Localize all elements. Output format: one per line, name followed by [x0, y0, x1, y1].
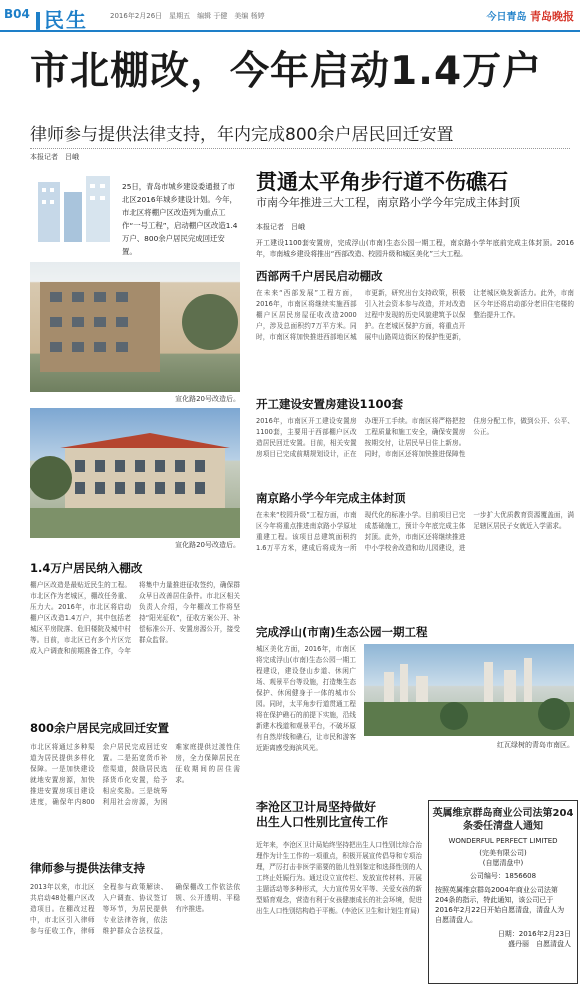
city-graphic — [30, 172, 116, 244]
brand-logo: 青岛晚报 — [530, 10, 574, 23]
section-heading: 李沧区卫计局坚持做好 出生人口性别比宣传工作 — [256, 800, 389, 829]
photo-building-2 — [30, 408, 240, 538]
section-body: 城区美化方面，2016年，市南区将完成浮山(市南)生态公园一期工程建设，建设登山步道、休闲广场、观景平台等设施，打造集生态保护、休闲健身于一体的城市公园。同时，太平角步行道贯通工程将在保护礁石的前提下实施，沿线新建木栈道和观景平台，不破坏原有自然岸线和礁石，让市民和游客近距离感受海滨风光。 — [256, 645, 356, 752]
notice-body: 按照英属维京群岛2004年商业公司法第204条的指示，特此通知，该公司已于2016年2月22日开始自愿清盘，清盘人为自愿清盘人。 — [435, 886, 565, 924]
notice-company-cn: (完美有限公司) — [479, 849, 527, 857]
page-number: B04 — [4, 7, 30, 21]
building-photo-icon — [30, 408, 240, 538]
section-body: 棚户区改造是最贴近民生的工程。市北区作为老城区，棚改任务重、压力大。2016年，市北区将启动棚户区改造1.4万户，其中包括老城区平房院落、危旧楼院及城中村等。目前，市北区已有多个片区完成入户调查和前期准备工作，今年将集中力量推进征收签约，确保群众早日改善居住条件。市北区相关负责人介绍，今年棚改工作将坚持“阳光征收”，征收方案公开、补偿标准公开、安置房源公开，接受群众监督。 — [30, 581, 240, 655]
section-label: 民生 — [44, 8, 88, 32]
brand — [487, 8, 574, 24]
brand-prefix: 今日青岛 — [486, 12, 527, 23]
notice-reg-no: 公司编号：1856608 — [469, 872, 537, 880]
section-body: 市北区将通过多种渠道为居民提供多样化保障。一是加快建设就地安置房源，加快推进安置房项目建设进度，确保年内800余户居民完成回迁安置。二是拓宽货币补偿渠道，鼓励居民选择货币化安置，给予相应奖励。三是统筹利用社会房源，为困难家庭提供过渡性住房，全力保障居民在征收期间的居住需求。 — [30, 743, 240, 806]
section-heading: 南京路小学今年完成主体封顶 — [256, 491, 406, 505]
page-subheadline: 律师参与提供法律支持，年内完成800余户居民回迁安置 — [30, 125, 454, 145]
building-photo-icon — [30, 262, 240, 392]
notice-company-cn2: (自愿清盘中) — [482, 859, 524, 867]
section-heading: 开工建设安置房建设1100套 — [256, 397, 404, 411]
lede-text: 25日，青岛市城乡建设委通报了市北区2016年城乡建设计划。今年，市北区将棚户区改造列为重点工作“一号工程”，启动棚户区改造1.4万户、800余户居民完成回迁安置。 — [122, 182, 238, 256]
section-heading: 西部两千户居民启动棚改 — [256, 269, 383, 283]
city-skyline-icon — [364, 644, 574, 736]
page-headline: 市北棚改，今年启动1.4万户 — [30, 49, 543, 94]
issue-meta: 2016年2月26日 星期五 编辑 于健 美编 杨婷 — [110, 12, 265, 20]
photo2-caption: 宣化路20号改造后。 — [175, 541, 240, 549]
notice-date: 日期：2016年2月23日 — [497, 930, 571, 938]
section-body: 在未来“校园升级”工程方面，市南区今年将重点推进南京路小学原址重建工程。该项目总建筑面积约1.6万平方米，建成后将成为一所现代化的标准小学。目前项目已完成基础施工，预计今年底完成主体封顶。此外，市南区还将继续推进中小学校舍改造和幼儿园建设，进一步扩大优质教育资源覆盖面，满足辖区居民子女就近入学需求。 — [256, 511, 574, 552]
section-heading: 1.4万户居民纳入棚改 — [30, 561, 143, 575]
notice-signer: 盛丹丽 自愿清盘人 — [508, 940, 571, 948]
city-buildings-icon — [30, 172, 116, 244]
divider — [30, 148, 570, 149]
notice-company-en: WONDERFUL PERFECT LIMITED — [448, 837, 558, 845]
section-title — [36, 4, 88, 33]
section-rule-icon — [36, 12, 40, 32]
liquidation-notice — [428, 800, 578, 984]
section-heading: 完成浮山(市南)生态公园一期工程 — [256, 625, 428, 639]
byline-left: 本报记者 吕峨 — [30, 153, 79, 161]
section-body: 近年来，李沧区卫计局始终坚持把出生人口性别比综合治理作为计生工作的一项重点，积极开展宣传倡导和专项治理，严厉打击非医学需要的胎儿性别鉴定和选择性别的人工终止妊娠行为。通过设立宣传栏、发放宣传材料、开展主题活动等多种形式，大力宣传男女平等、关爱女孩的新型婚育观念，营造有利于女孩健康成长的社会环境，促进出生人口性别结构趋于平衡。(李沧区卫生和计划生育局) — [256, 841, 422, 915]
section-body: 在未来“西部发展”工程方面，2016年，市南区将继续实施西部棚户区居民房屋征收改造2000户，涉及总面积约7万平方米。同时，市南区将加快推进西部地区城市更新，研究出台支持政策，积极引入社会资本参与改造，并对改造过程中发现的历史风貌建筑予以保护。在老城区保护方面，将重点开展中山路周边街区的保护性更新，让老城区焕发新活力。此外，市南区今年还将启动部分老旧住宅楼的整治提升工作。 — [256, 289, 574, 341]
section-heading: 律师参与提供法律支持 — [30, 861, 145, 875]
byline-right: 本报记者 吕峨 — [256, 223, 305, 231]
section-body: 2016年，市南区开工建设安置房1100套，主要用于西部棚户区改造居民回迁安置。目前，相关安置房项目已完成前期规划设计，正在办理开工手续。市南区将严格把控工程质量和施工安全，确保安置房按期交付，让居民早日住上新房。同时，市南区还将加快推进保障性住房分配工作，做到公开、公平、公正。 — [256, 417, 574, 458]
masthead-bar — [0, 0, 580, 32]
photo1-caption: 宣化路20号改造后。 — [175, 395, 240, 403]
main-lede: 开工建设1100套安置房，完成浮山(市南)生态公园一期工程，南京路小学年底前完成主体封顶。2016年，市南城乡建设将推出“西部改造、校园升级和城区美化”三大工程。 — [256, 239, 574, 258]
notice-title: 英属维京群岛商业公司法第204条委任清盘人通知 — [432, 808, 574, 832]
section-heading: 800余户居民完成回迁安置 — [30, 721, 170, 735]
section-body: 2013年以来，市北区共启动48处棚户区改造项目。在棚改过程中，市北区引入律师参与征收工作，律师全程参与政策解读、入户调查、协议签订等环节，为居民提供专业法律咨询，依法维护群众合法权益，确保棚改工作依法依规、公开透明、平稳有序推进。 — [30, 883, 240, 935]
main-story-title: 贯通太平角步行道不伤礁石 — [256, 170, 508, 194]
main-story-subtitle: 市南今年推进三大工程，南京路小学今年完成主体封顶 — [256, 196, 520, 209]
photo-coast-city — [364, 644, 574, 736]
photo3-caption: 红瓦绿树的青岛市南区。 — [497, 741, 574, 749]
photo-building-1 — [30, 262, 240, 392]
